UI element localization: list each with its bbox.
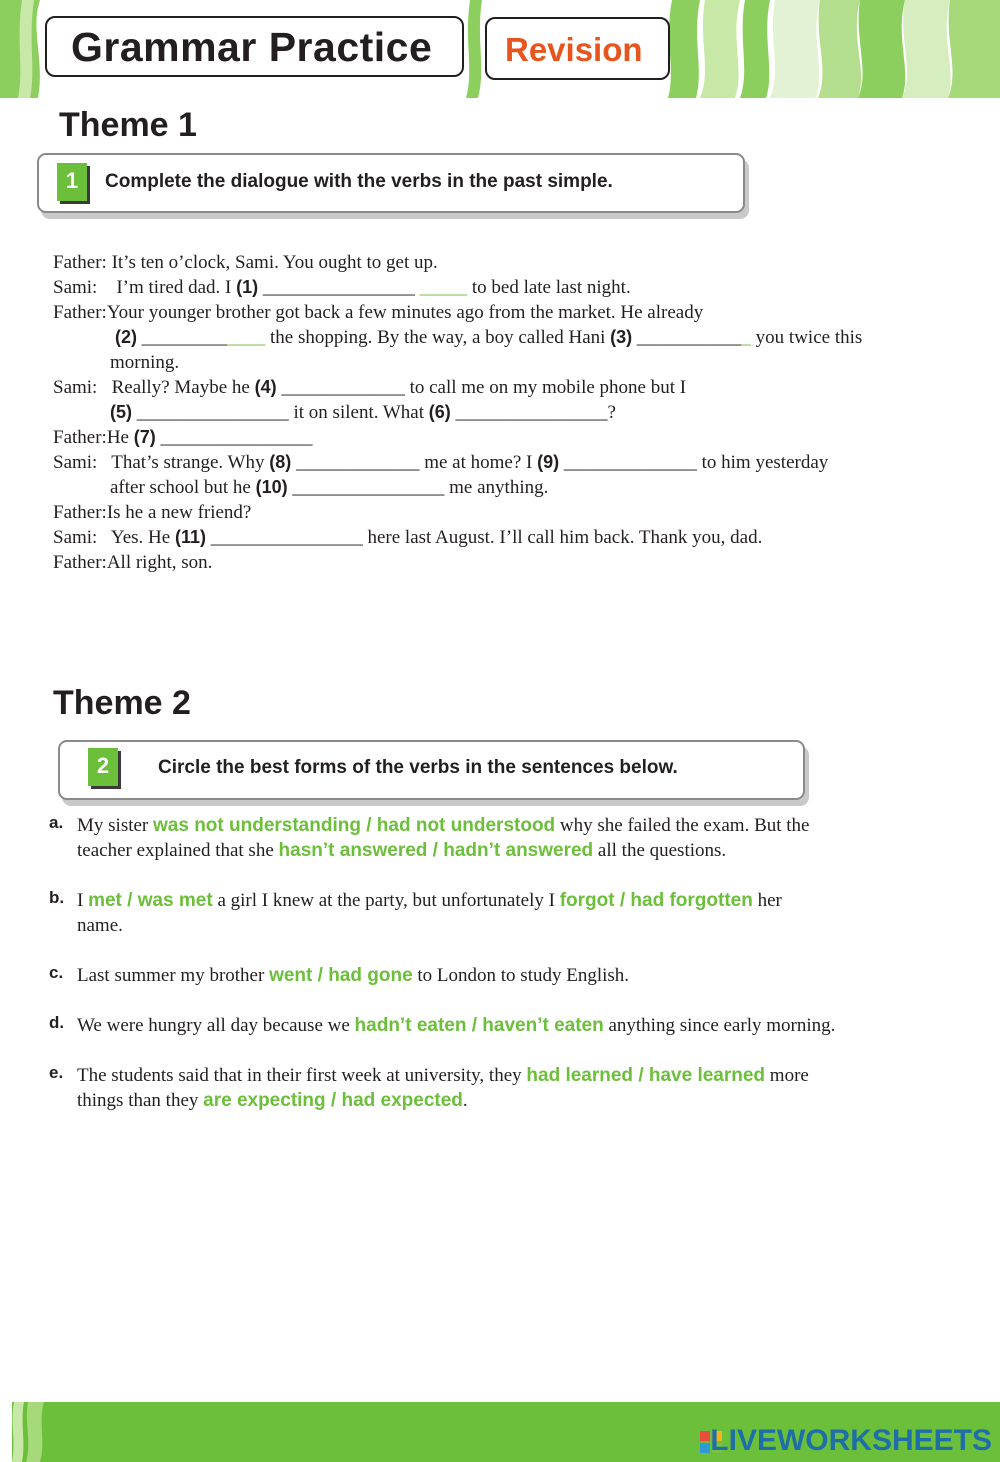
dialogue-line: Sami: Really? Maybe he (4) _____________ to call me on my mobile phone but I bbox=[53, 377, 687, 398]
answer-blank[interactable]: ___________ bbox=[632, 327, 742, 348]
verb-choice[interactable]: was not understanding / had not understood bbox=[153, 815, 556, 836]
sentence-line: My sister was not understanding / had not understood why she failed the exam. But the bbox=[77, 815, 810, 836]
gap-number: (3) bbox=[610, 327, 633, 347]
dialogue-line: Father:All right, son. bbox=[53, 552, 213, 573]
dialogue-line: Father:Your younger brother got back a few minutes ago from the market. He already bbox=[53, 302, 704, 323]
task1-number: 1 bbox=[57, 163, 87, 201]
item-letter: d. bbox=[49, 1013, 65, 1032]
sentence-line: We were hungry all day because we hadn’t eaten / haven’t eaten anything since early morning. bbox=[77, 1015, 836, 1036]
gap-number: (8) bbox=[269, 452, 292, 472]
verb-choice[interactable]: hadn’t eaten / haven’t eaten bbox=[354, 1015, 604, 1036]
task2-number: 2 bbox=[88, 748, 118, 786]
sentence-line: name. bbox=[77, 915, 123, 936]
gap-number: (5) bbox=[110, 402, 132, 422]
verb-choice[interactable]: had learned / have learned bbox=[526, 1065, 766, 1086]
dialogue-line: Father: It’s ten o’clock, Sami. You ought to get up. bbox=[53, 252, 438, 273]
gap-number: (9) bbox=[537, 452, 560, 472]
dialogue-line: (5) ________________ it on silent. What (6) ________________? bbox=[110, 402, 616, 423]
sentence-line: The students said that in their first week at university, they had learned / have learned more bbox=[77, 1065, 809, 1086]
revision-badge bbox=[485, 17, 670, 80]
answer-blank[interactable]: ________________ bbox=[155, 427, 313, 448]
gap-number: (10) bbox=[255, 477, 288, 497]
verb-choice[interactable]: forgot / had forgotten bbox=[559, 890, 753, 911]
sentence-line: I met / was met a girl I knew at the party, but unfortunately I forgot / had forgotten her bbox=[77, 890, 782, 911]
answer-blank[interactable]: _____________ bbox=[291, 452, 420, 473]
dialogue-line: after school but he (10) ________________ me anything. bbox=[110, 477, 549, 498]
answer-blank[interactable]: ________________ bbox=[205, 527, 363, 548]
worksheet-title: Grammar Practice bbox=[71, 24, 433, 70]
dialogue-line: morning. bbox=[110, 352, 180, 373]
sentence-line: teacher explained that she hasn’t answered / hadn’t answered all the questions. bbox=[77, 840, 727, 861]
gap-number: (11) bbox=[174, 527, 206, 547]
answer-blank[interactable]: ________________? bbox=[450, 402, 616, 423]
item-letter: b. bbox=[49, 888, 65, 907]
dialogue-line: (2) _____________ the shopping. By the way, a boy called Hani (3) ____________ you twice this bbox=[115, 327, 863, 348]
item-letter: a. bbox=[49, 813, 64, 832]
item-letter: c. bbox=[49, 963, 64, 982]
revision-label: Revision bbox=[505, 31, 643, 68]
task2-instruction: Circle the best forms of the verbs in the sentences below. bbox=[158, 757, 678, 778]
answer-blank[interactable]: ______________ bbox=[559, 452, 697, 473]
dialogue-line: Father:Is he a new friend? bbox=[53, 502, 252, 523]
theme1-title: Theme 1 bbox=[59, 106, 197, 144]
gap-number: (6) bbox=[428, 402, 451, 422]
sentence-line: Last summer my brother went / had gone to London to study English. bbox=[77, 965, 630, 986]
answer-blank[interactable]: _________ bbox=[137, 327, 228, 348]
gap-number: (2) bbox=[115, 327, 137, 347]
theme2-title: Theme 2 bbox=[53, 684, 191, 722]
worksheet-title-box bbox=[45, 16, 464, 77]
liveworksheets-brand[interactable]: LIVEWORKSHEETS bbox=[710, 1424, 992, 1457]
dialogue-line: Sami: That’s strange. Why (8) _____________ me at home? I (9) ______________ to him yesterday bbox=[53, 452, 829, 473]
verb-choice[interactable]: are expecting / had expected bbox=[203, 1090, 463, 1111]
verb-choice[interactable]: hasn’t answered / hadn’t answered bbox=[278, 840, 594, 861]
answer-blank[interactable]: ________________ bbox=[258, 277, 420, 298]
sentence-line: things than they are expecting / had expected. bbox=[77, 1090, 468, 1111]
gap-number: (4) bbox=[254, 377, 277, 397]
answer-blank[interactable]: ________________ bbox=[132, 402, 289, 423]
gap-number: (7) bbox=[133, 427, 156, 447]
gap-number: (1) bbox=[236, 277, 259, 297]
dialogue-line: Sami: I’m tired dad. I (1) ________________ _____ to bed late last night. bbox=[53, 277, 631, 298]
answer-blank[interactable]: _____________ bbox=[276, 377, 405, 398]
dialogue-line: Father:He (7) ________________ bbox=[53, 427, 313, 448]
item-letter: e. bbox=[49, 1063, 64, 1082]
answer-blank[interactable]: ________________ bbox=[287, 477, 445, 498]
task1-instruction: Complete the dialogue with the verbs in the past simple. bbox=[105, 171, 613, 192]
dialogue-line: Sami: Yes. He (11) ________________ here last August. I’ll call him back. Thank you, dad. bbox=[53, 527, 763, 548]
verb-choice[interactable]: met / was met bbox=[88, 890, 213, 911]
verb-choice[interactable]: went / had gone bbox=[269, 965, 413, 986]
